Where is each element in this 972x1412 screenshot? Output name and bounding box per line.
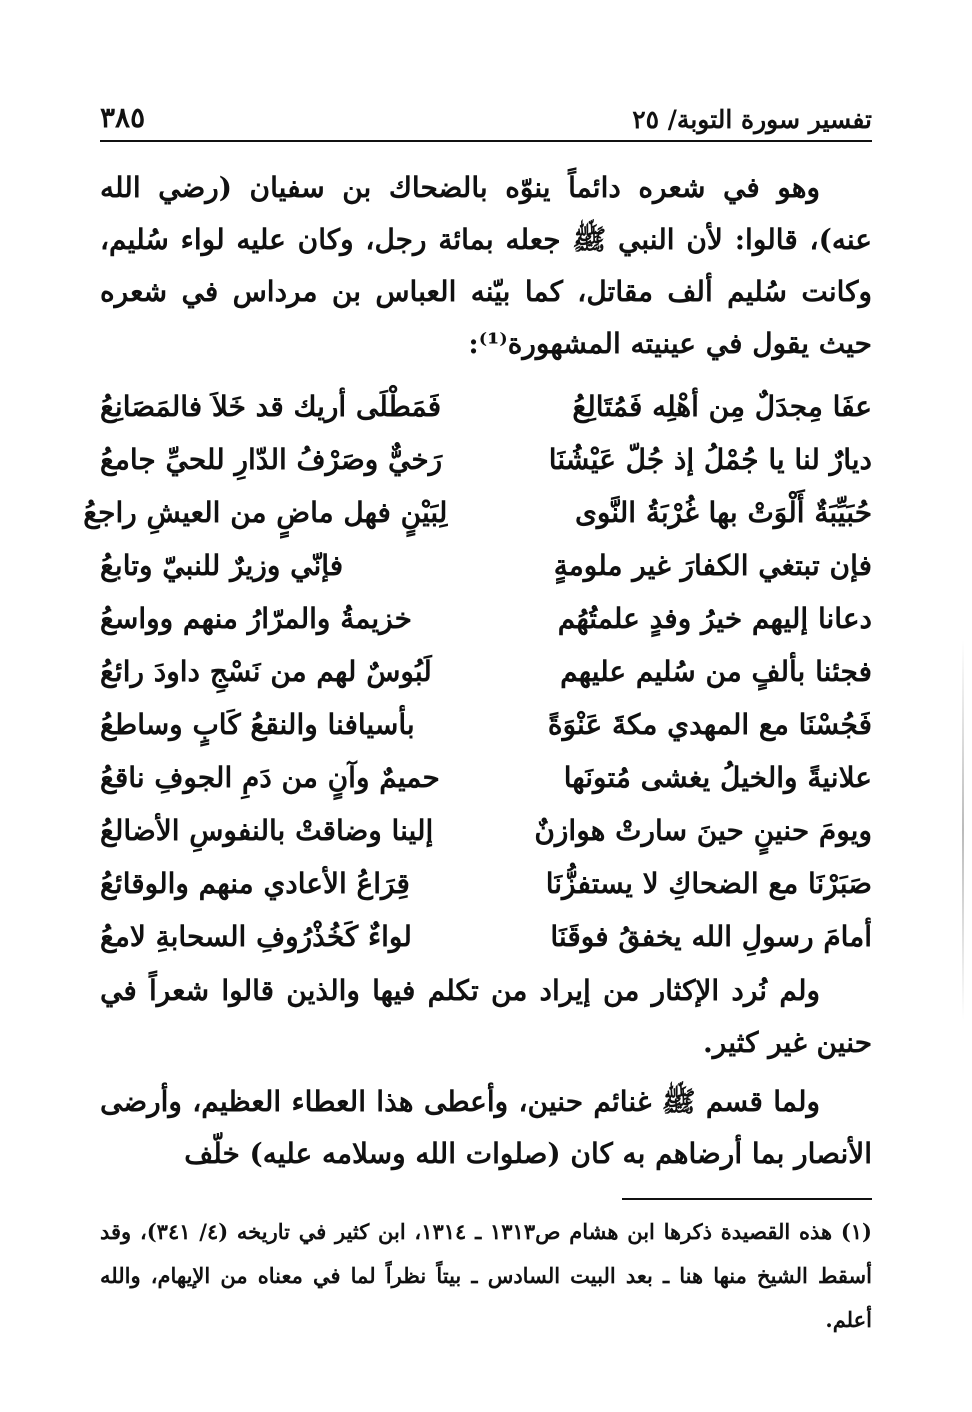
verse-first-hemistich: ديارٌ لنا يا جُمْلُ إذ جُلّ عَيْشُنَا bbox=[548, 443, 872, 476]
page-header bbox=[100, 84, 872, 142]
poem-verse bbox=[100, 857, 872, 910]
poem-verse bbox=[100, 698, 872, 751]
verse-second-hemistich: فَمَطْلَى أريك قد خَلاَ فالمَصَانِعُ bbox=[100, 390, 442, 423]
poem bbox=[83, 380, 872, 963]
verse-first-hemistich: ويومَ حنينٍ حينَ سارتْ هوازنٌ bbox=[534, 814, 872, 847]
page-edge-shadow bbox=[962, 640, 964, 1020]
verse-second-hemistich: لِبَيْنٍ فهل ماضٍ من العيشِ راجعُ bbox=[83, 496, 448, 529]
verse-second-hemistich: لواءٌ كَخُذْرُوفِ السحابةِ لامعُ bbox=[100, 920, 412, 953]
verse-first-hemistich: فإن تبتغي الكفارَ غير ملومةٍ bbox=[553, 549, 872, 582]
poem-verse bbox=[100, 592, 872, 645]
paragraph-comment: ولم نُرد الإكثار من إيراد من تكلم فيها والذين قالوا شعراً في حنين غير كثير. bbox=[100, 974, 872, 1059]
verse-first-hemistich: علانيةً والخيلُ يغشى مُتونَها bbox=[563, 761, 872, 794]
verse-second-hemistich: إلينا وضاقتْ بالنفوسِ الأضالعُ bbox=[100, 814, 434, 847]
verse-first-hemistich: فجئنا بألفٍ من سُليم عليهم bbox=[560, 655, 872, 688]
poem-verse bbox=[100, 751, 872, 804]
page-number: ٣٨٥ bbox=[100, 101, 146, 134]
poem-verse bbox=[100, 804, 872, 857]
footnote-divider bbox=[622, 1198, 872, 1200]
verse-second-hemistich: خزيمةُ والمرّارُ منهم وواسعُ bbox=[100, 602, 412, 635]
poem-verse bbox=[100, 433, 872, 486]
verse-first-hemistich: أمامَ رسولِ الله يخفقُ فوقَنَا bbox=[550, 920, 872, 953]
verse-first-hemistich: دعانا إليهم خيرُ وفدٍ علمتُهُم bbox=[557, 602, 872, 635]
poem-verse bbox=[83, 486, 872, 539]
verse-second-hemistich: قِرَاعُ الأعادي منهم والوقائعُ bbox=[100, 867, 410, 900]
verse-second-hemistich: حميمٌ وآنٍ من دَمِ الجوفِ ناقعُ bbox=[100, 761, 440, 794]
verse-first-hemistich: حُبَيِّبَةٌ أَلْوَتْ بها غُرْبَةُ النَّوى bbox=[574, 496, 872, 529]
poem-verse bbox=[100, 910, 872, 963]
poem-verse bbox=[100, 380, 872, 433]
verse-first-hemistich: عفَا مِجدَلٌ مِن أهْلِه فَمُتَالِعُ bbox=[572, 390, 872, 423]
poem-verse bbox=[100, 645, 872, 698]
verse-second-hemistich: بأسيافنا والنقعُ كَابٍ وساطعُ bbox=[100, 708, 415, 741]
poem-verse bbox=[100, 539, 872, 592]
verse-first-hemistich: صَبَرْنَا مع الضحاكِ لا يستفزُّنَا bbox=[545, 867, 872, 900]
verse-second-hemistich: رَخيٌّ وصَرْفُ الدّارِ للحيِّ جامعُ bbox=[100, 443, 443, 476]
verse-second-hemistich: فإنّي وزيرٌ للنبيّ وتابعُ bbox=[100, 549, 344, 582]
running-title: تفسير سورة التوبة/ ٢٥ bbox=[632, 105, 872, 134]
verse-second-hemistich: لَبُوسٌ لهم من نَسْجِ داودَ رائعُ bbox=[100, 655, 432, 688]
footnote: (١) هذه القصيدة ذكرها ابن هشام ص١٣١٣ ـ ١٣١٤، ابن كثير في تاريخه (٤/ ٣٤١)، وقد أسقط الشيخ منها هنا ـ بعد البيت السادس ـ بيتاً نظراً لما في معناه من الإيهام، والله أعلم. bbox=[100, 1219, 872, 1332]
paragraph-continuation: ولما قسم ﷺ غنائم حنين، وأعطى هذا العطاء العظيم، وأرضى الأنصار بما أرضاهم به كان (صلوات الله وسلامه عليه) خلّف bbox=[100, 1085, 872, 1170]
paragraph-intro: وهو في شعره دائماً ينوّه بالضحاك بن سفيان (رضي الله عنه)، قالوا: لأن النبي ﷺ جعله بمائة رجل، وكان عليه لواء سُليم، وكانت سُليم ألف مقاتل، كما بيّنه العباس بن مرداس في شعره حيث يقول في عينيته المشهورة⁽¹⁾: bbox=[100, 171, 872, 360]
verse-first-hemistich: فَجُسْنَا مع المهدي مكةَ عَنْوَةً bbox=[547, 708, 872, 741]
